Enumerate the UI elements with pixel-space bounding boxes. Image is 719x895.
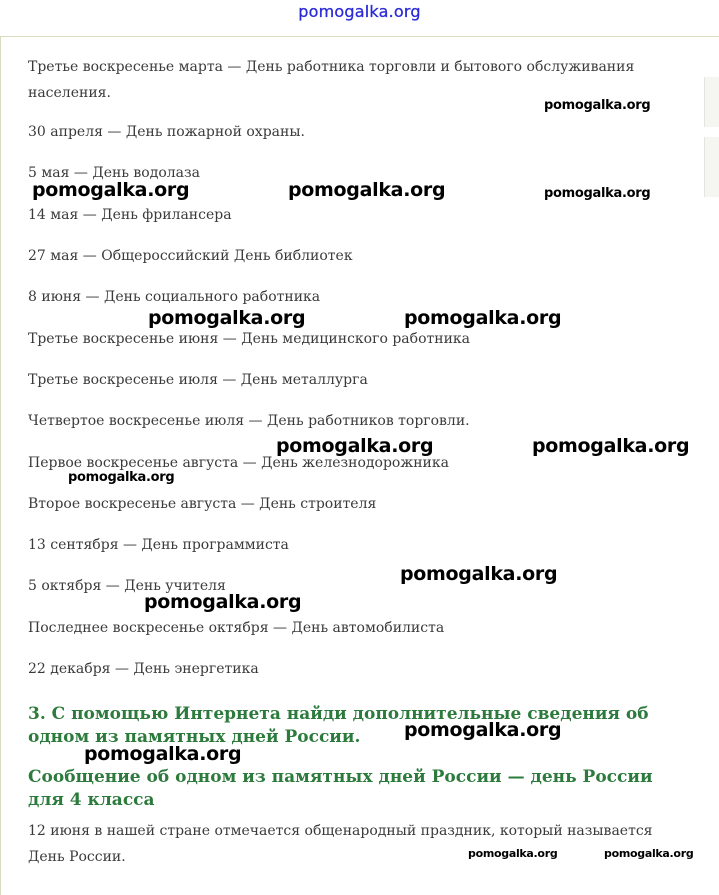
body-paragraph: 12 июня в нашей стране отмечается общенародный праздник, который называется День России.	[28, 823, 653, 865]
watermark: pomogalka.org	[400, 563, 558, 585]
sidebar-edge-bottom	[704, 137, 719, 197]
list-item: Третье воскресенье июля — День металлурга	[28, 372, 368, 388]
list-item: 5 октября — День учителя	[28, 578, 226, 594]
list-item: 27 мая — Общероссийский День библиотек	[28, 248, 353, 264]
watermark: pomogalka.org	[544, 186, 651, 201]
list-item: 8 июня — День социального работника	[28, 289, 321, 305]
list-item: 13 сентября — День программиста	[28, 537, 289, 553]
list-item: 30 апреля — День пожарной охраны.	[28, 124, 305, 140]
list-item: 22 декабря — День энергетика	[28, 661, 259, 677]
watermark: pomogalka.org	[84, 743, 242, 765]
list-item: Первое воскресенье августа — День железнодорожника	[28, 455, 449, 471]
watermark: pomogalka.org	[148, 307, 306, 329]
watermark: pomogalka.org	[288, 179, 446, 201]
watermark: pomogalka.org	[604, 847, 694, 860]
sidebar-edge-top	[704, 77, 719, 127]
watermark: pomogalka.org	[404, 307, 562, 329]
list-item: Четвертое воскресенье июля — День работников торговли.	[28, 413, 470, 429]
watermark: pomogalka.org	[144, 591, 302, 613]
watermark: pomogalka.org	[468, 847, 558, 860]
watermark: pomogalka.org	[532, 435, 690, 457]
list-item: Третье воскресенье июня — День медицинского работника	[28, 331, 470, 347]
site-watermark-top: pomogalka.org	[298, 2, 421, 21]
watermark: pomogalka.org	[32, 179, 190, 201]
message-heading: Сообщение об одном из памятных дней России — день России для 4 класса	[28, 767, 653, 810]
watermark: pomogalka.org	[404, 719, 562, 741]
task-heading: 3. С помощью Интернета найди дополнительные сведения об одном из памятных дней России.	[28, 704, 649, 747]
watermark: pomogalka.org	[544, 98, 651, 113]
watermark: pomogalka.org	[276, 435, 434, 457]
list-item: Последнее воскресенье октября — День автомобилиста	[28, 620, 445, 636]
watermark: pomogalka.org	[68, 470, 175, 485]
list-item: Третье воскресенье марта — День работника торговли и бытового обслуживания населения.	[28, 59, 635, 101]
list-item: 14 мая — День фрилансера	[28, 207, 232, 223]
list-item: 5 мая — День водолаза	[28, 165, 200, 181]
list-item: Второе воскресенье августа — День строителя	[28, 496, 377, 512]
